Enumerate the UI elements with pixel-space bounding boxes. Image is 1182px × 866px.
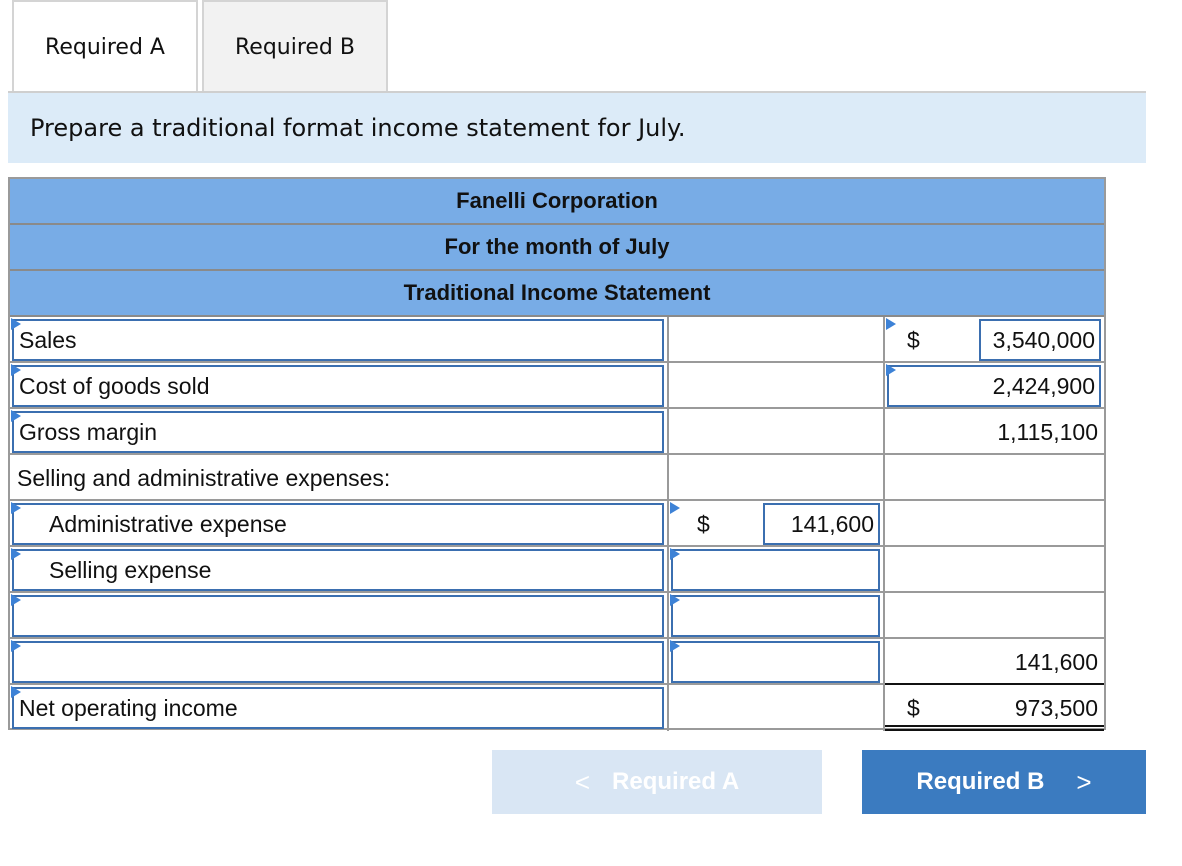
- row-blank-1: [10, 593, 1104, 639]
- blank-1-label-input[interactable]: [12, 595, 664, 637]
- gross-margin-label-input[interactable]: [12, 411, 664, 453]
- admin-expense-currency: $: [697, 510, 710, 537]
- next-button-label: Required B: [916, 768, 1045, 795]
- row-selling-expense: [10, 547, 1104, 593]
- admin-expense-amount-cell: [667, 501, 883, 547]
- cogs-amount: 2,424,900: [992, 372, 1095, 399]
- admin-expense-amount-input[interactable]: [763, 503, 880, 545]
- company-name: Fanelli Corporation: [456, 188, 658, 213]
- double-underline: [885, 725, 1104, 731]
- selling-expense-col3-cell: [883, 547, 1104, 593]
- prev-required-a-button[interactable]: [492, 750, 822, 814]
- cogs-col2-cell: [667, 363, 883, 409]
- row-cogs: [10, 363, 1104, 409]
- instruction-banner: [8, 93, 1146, 163]
- input-marker-icon: [11, 640, 21, 652]
- input-marker-icon: [11, 502, 21, 514]
- selling-expense-label-input[interactable]: [12, 549, 664, 591]
- sales-label-cell: [10, 317, 667, 363]
- sga-col2-cell: [667, 455, 883, 501]
- row-sales: [10, 317, 1104, 363]
- row-blank-2: [10, 639, 1104, 685]
- noi-label-input[interactable]: [12, 687, 664, 729]
- input-marker-icon: [11, 318, 21, 330]
- cogs-label: Cost of goods sold: [19, 372, 210, 399]
- chevron-left-icon: <: [574, 766, 591, 797]
- admin-expense-label-input[interactable]: [12, 503, 664, 545]
- tab-required-a-label: Required A: [45, 34, 165, 60]
- selling-expense-amount-input[interactable]: [671, 549, 880, 591]
- gross-margin-amount: 1,115,100: [997, 418, 1098, 445]
- blank-1-amount-cell: [667, 593, 883, 639]
- blank-1-label-cell: [10, 593, 667, 639]
- noi-currency: $: [907, 694, 920, 721]
- period-label: For the month of July: [444, 234, 670, 259]
- chevron-right-icon: >: [1076, 766, 1092, 797]
- input-marker-icon: [886, 364, 896, 376]
- row-sga-header: [10, 455, 1104, 501]
- next-required-b-button[interactable]: [862, 750, 1146, 814]
- blank-1-amount-input[interactable]: [671, 595, 880, 637]
- row-gross-margin: [10, 409, 1104, 455]
- sales-label-input[interactable]: [12, 319, 664, 361]
- input-marker-icon: [11, 594, 21, 606]
- blank-1-col3-cell: [883, 593, 1104, 639]
- gross-margin-amount-cell: [883, 409, 1104, 455]
- statement-title-header: [10, 271, 1104, 317]
- admin-expense-col3-cell: [883, 501, 1104, 547]
- noi-col2-cell: [667, 685, 883, 731]
- selling-expense-label: Selling expense: [49, 556, 212, 583]
- sga-col3-cell: [883, 455, 1104, 501]
- gross-margin-label-cell: [10, 409, 667, 455]
- input-marker-icon: [670, 640, 680, 652]
- gross-margin-label: Gross margin: [19, 418, 158, 445]
- sga-header-cell: [10, 455, 667, 501]
- admin-expense-label: Administrative expense: [49, 510, 287, 537]
- blank-2-amount-input[interactable]: [671, 641, 880, 683]
- admin-expense-amount: 141,600: [790, 510, 874, 537]
- statement-title: Traditional Income Statement: [403, 280, 711, 305]
- sales-currency: $: [907, 326, 920, 353]
- gross-margin-col2-cell: [667, 409, 883, 455]
- cogs-label-input[interactable]: [12, 365, 664, 407]
- input-marker-icon: [670, 548, 680, 560]
- noi-label-cell: [10, 685, 667, 731]
- blank-2-label-input[interactable]: [12, 641, 664, 683]
- cogs-amount-input[interactable]: [887, 365, 1101, 407]
- cogs-amount-cell: [883, 363, 1104, 409]
- input-marker-icon: [670, 594, 680, 606]
- input-marker-icon: [11, 410, 21, 422]
- input-marker-icon: [670, 502, 680, 514]
- noi-label: Net operating income: [19, 694, 238, 721]
- sales-amount-input[interactable]: [979, 319, 1101, 361]
- blank-2-amount-cell: [667, 639, 883, 685]
- company-name-header: [10, 179, 1104, 225]
- sga-total-amount: 141,600: [1014, 648, 1098, 675]
- sales-amount: 3,540,000: [992, 326, 1095, 353]
- prev-button-label: Required A: [612, 768, 740, 795]
- sales-col2-cell: [667, 317, 883, 363]
- noi-amount: 973,500: [1014, 694, 1098, 721]
- input-marker-icon: [11, 364, 21, 376]
- selling-expense-amount-cell: [667, 547, 883, 593]
- input-marker-icon: [886, 318, 896, 330]
- tab-required-a[interactable]: [12, 0, 198, 92]
- tab-required-b[interactable]: [202, 0, 388, 92]
- sga-header-label: Selling and administrative expenses:: [17, 464, 391, 491]
- income-statement-table: [8, 177, 1106, 730]
- selling-expense-label-cell: [10, 547, 667, 593]
- blank-2-label-cell: [10, 639, 667, 685]
- input-marker-icon: [11, 686, 21, 698]
- cogs-label-cell: [10, 363, 667, 409]
- input-marker-icon: [11, 548, 21, 560]
- noi-amount-cell: [883, 685, 1104, 731]
- tab-required-b-label: Required B: [234, 34, 355, 60]
- row-net-operating-income: [10, 685, 1104, 731]
- sales-amount-cell: [883, 317, 1104, 363]
- instruction-text: Prepare a traditional format income statement for July.: [30, 114, 686, 142]
- row-admin-expense: [10, 501, 1104, 547]
- admin-expense-label-cell: [10, 501, 667, 547]
- sales-label: Sales: [19, 326, 77, 353]
- period-header: [10, 225, 1104, 271]
- sga-total-cell: [883, 639, 1104, 685]
